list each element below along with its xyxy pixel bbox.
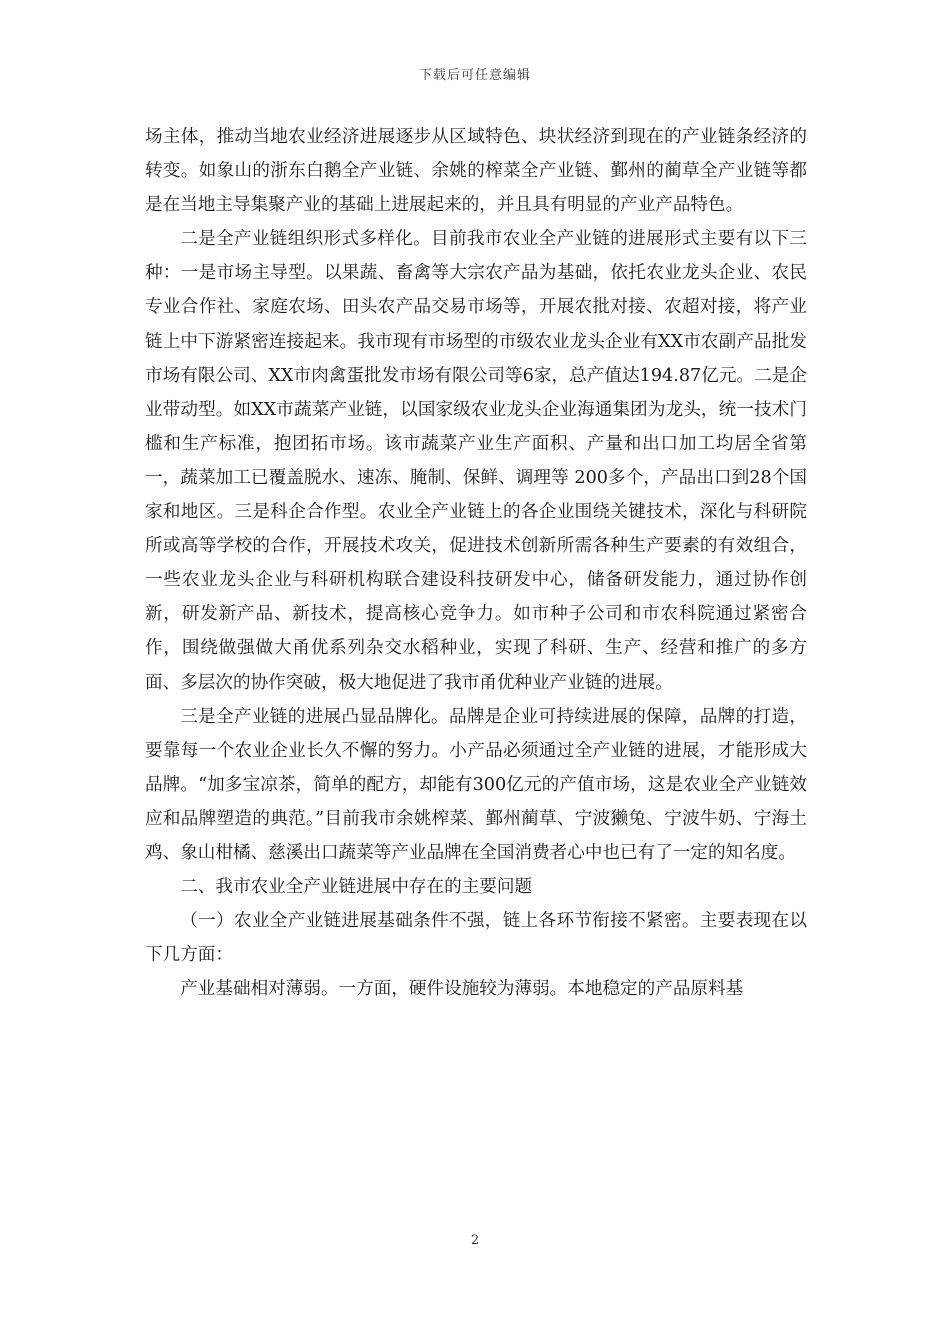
page-number: 2 [470,1233,480,1248]
page-header: 下载后可任意编辑 [418,68,531,83]
section-heading: 二、我市农业全产业链进展中存在的主要问题 [180,877,533,898]
paragraph-3: 三是全产业链的进展凸显品牌化。品牌是企业可持续进展的保障，品牌的打造，要靠每一个农业企业长久不懈的努力。小产品必须通过全产业链的进展，才能形成大品牌。“加多宝凉茶，简单的配方，却能有300亿元的产值市场，这是农业全产业链效应和品牌塑造的典范。”目前我市余姚榨菜、鄞州蔺草、宁波獭兔、宁波牛奶、宁海土鸡、象山柑橘、慈溪出口蔬菜等产业品牌在全国消费者心中也已有了一定的知名度。 [145,706,807,863]
paragraph-6: 产业基础相对薄弱。一方面，硬件设施较为薄弱。本地稳定的产品原料基 [180,979,744,1000]
paragraph-2: 二是全产业链组织形式多样化。目前我市农业全产业链的进展形式主要有以下三种：一是市场主导型。以果蔬、畜禽等大宗农产品为基础，依托农业龙头企业、农民专业合作社、家庭农场、田头农产品交易市场等，开展农批对接、农超对接，将产业链上中下游紧密连接起来。我市现有市场型的市级农业龙头企业有XX市农副产品批发市场有限公司、XX市肉禽蛋批发市场有限公司等6家，总产值达194.87亿元。二是企业带动型。如XX市蔬菜产业链，以国家级农业龙头企业海通集团为龙头，统一技术门槛和生产标准，抱团拓市场。该市蔬菜产业生产面积、产量和出口加工均居全省第一，蔬菜加工已覆盖脱水、速冻、腌制、保鲜、调理等 200多个，产品出口到28个国家和地区。三是科企合作型。农业全产业链上的各企业围绕关键技术，深化与科研院所或高等学校的合作，开展技术攻关，促进技术创新所需各种生产要素的有效组合，一些农业龙头企业与科研机构联合建设科技研发中心，储备研发能力，通过协作创新，研发新产品、新技术，提高核心竞争力。如市种子公司和市农科院通过紧密合作，围绕做强做大甬优系列杂交水稻种业，实现了科研、生产、经营和推广的多方面、多层次的协作突破，极大地促进了我市甬优种业产业链的进展。 [145,229,807,693]
paragraph-1: 场主体，推动当地农业经济进展逐步从区域特色、块状经济到现在的产业链条经济的转变。如象山的浙东白鹅全产业链、余姚的榨菜全产业链、鄞州的蔺草全产业链等都是在当地主导集聚产业的基础上进展起来的，并且具有明显的产业产品特色。 [145,127,807,216]
document-body [145,120,807,1006]
subsection-heading: （一）农业全产业链进展基础条件不强，链上各环节衔接不紧密。主要表现在以下几方面： [145,911,807,966]
